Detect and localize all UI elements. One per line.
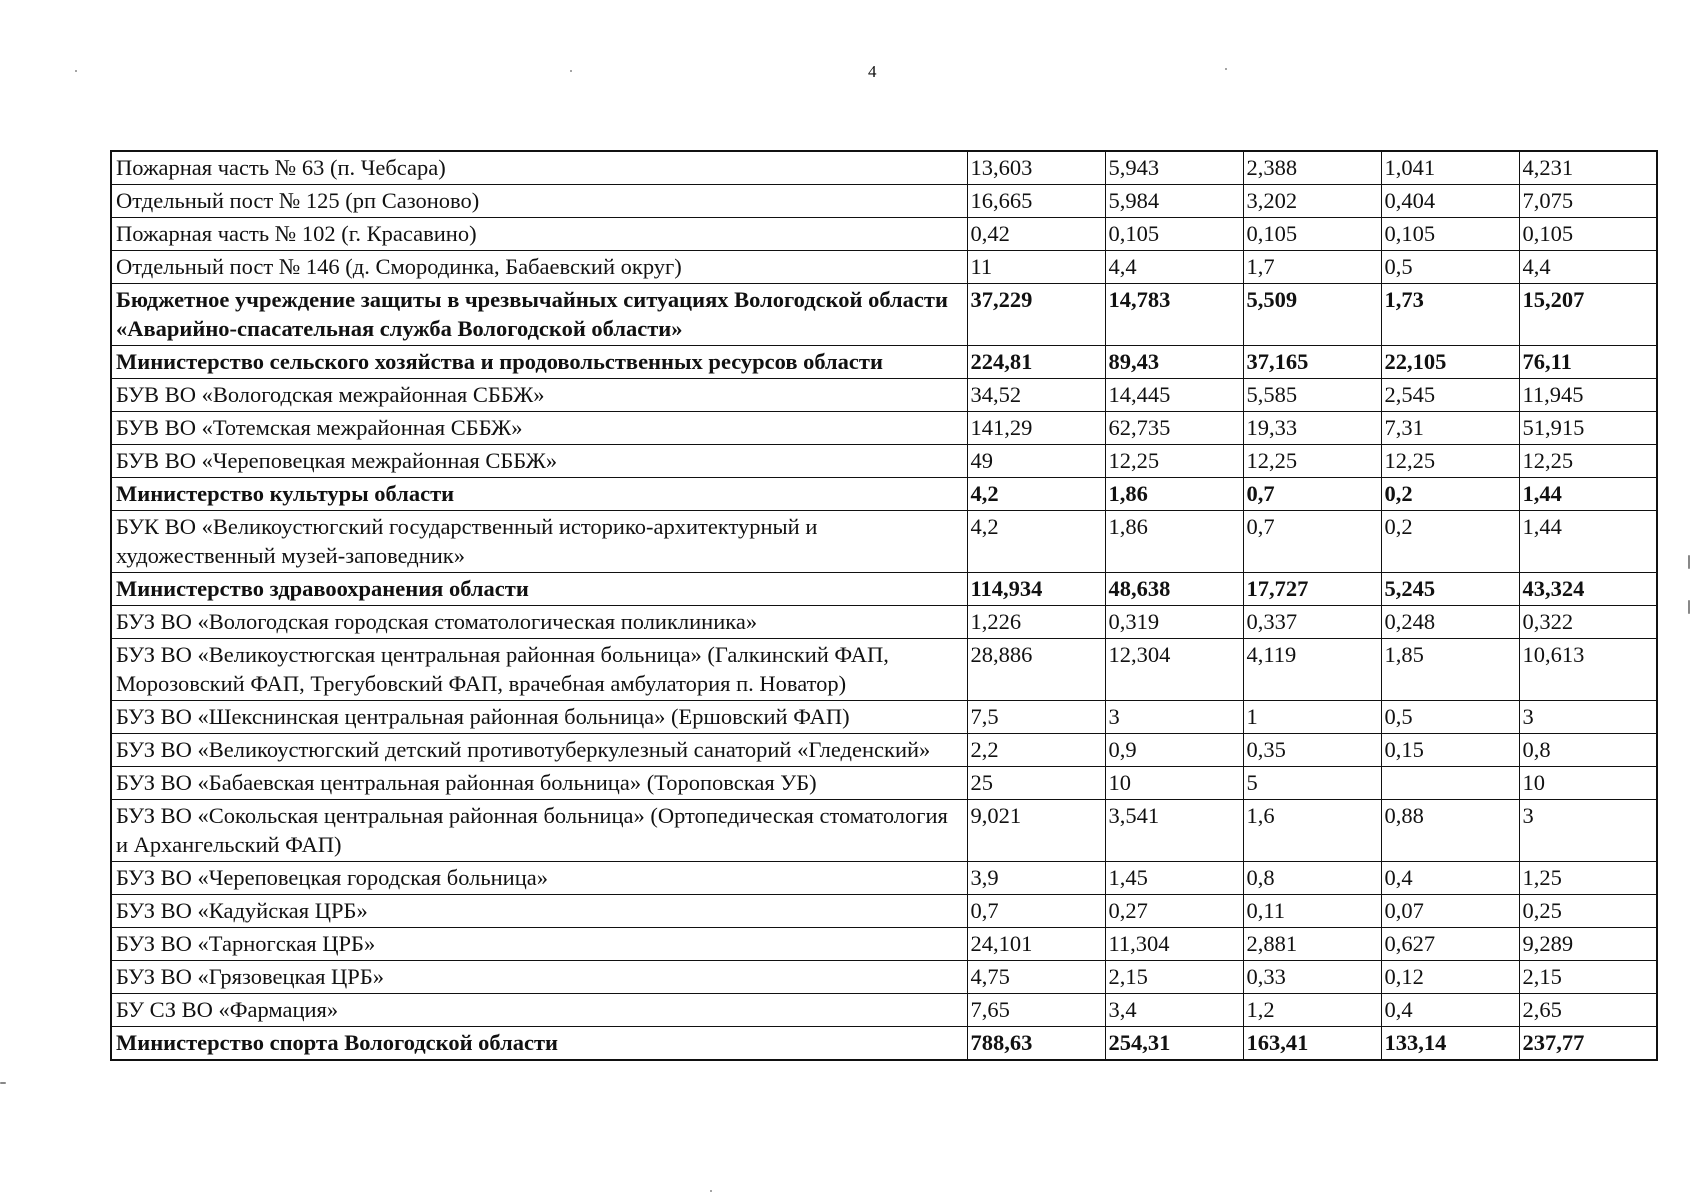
value-cell: 24,101: [967, 928, 1105, 961]
value-cell: 0,337: [1243, 606, 1381, 639]
value-cell: 0,25: [1519, 895, 1657, 928]
value-cell: 3: [1519, 800, 1657, 862]
value-cell: 22,105: [1381, 346, 1519, 379]
row-name-cell: БУЗ ВО «Великоустюгская центральная районная больница» (Галкинский ФАП, Морозовский ФАП, Трегубовский ФАП, врачебная амбулатория п. Новатор): [111, 639, 967, 701]
row-name-cell: Отдельный пост № 125 (рп Сазоново): [111, 185, 967, 218]
table-row: [111, 928, 1657, 961]
value-cell: 1,85: [1381, 639, 1519, 701]
value-cell: 7,075: [1519, 185, 1657, 218]
value-cell: 11,304: [1105, 928, 1243, 961]
value-cell: 17,727: [1243, 573, 1381, 606]
value-cell: 0,7: [1243, 478, 1381, 511]
value-cell: 0,105: [1105, 218, 1243, 251]
value-cell: 7,5: [967, 701, 1105, 734]
page-number: 4: [868, 62, 877, 81]
value-cell: 12,25: [1519, 445, 1657, 478]
value-cell: 0,7: [967, 895, 1105, 928]
value-cell: 4,2: [967, 478, 1105, 511]
table-row: [111, 862, 1657, 895]
value-cell: 0,4: [1381, 862, 1519, 895]
value-cell: [1381, 767, 1519, 800]
table-row: [111, 445, 1657, 478]
data-table-container: [110, 150, 1658, 1061]
value-cell: 2,65: [1519, 994, 1657, 1027]
row-name-cell: БУВ ВО «Тотемская межрайонная СББЖ»: [111, 412, 967, 445]
table-row: [111, 478, 1657, 511]
value-cell: 76,11: [1519, 346, 1657, 379]
row-name-cell: БУЗ ВО «Великоустюгский детский противотуберкулезный санаторий «Гледенский»: [111, 734, 967, 767]
value-cell: 43,324: [1519, 573, 1657, 606]
value-cell: 0,105: [1243, 218, 1381, 251]
value-cell: 14,445: [1105, 379, 1243, 412]
value-cell: 0,2: [1381, 511, 1519, 573]
value-cell: 163,41: [1243, 1027, 1381, 1061]
value-cell: 37,165: [1243, 346, 1381, 379]
scan-speck: [570, 70, 572, 72]
value-cell: 2,15: [1105, 961, 1243, 994]
row-name-cell: БУВ ВО «Череповецкая межрайонная СББЖ»: [111, 445, 967, 478]
value-cell: 0,11: [1243, 895, 1381, 928]
value-cell: 15,207: [1519, 284, 1657, 346]
value-cell: 12,304: [1105, 639, 1243, 701]
value-cell: 7,31: [1381, 412, 1519, 445]
value-cell: 0,404: [1381, 185, 1519, 218]
value-cell: 0,15: [1381, 734, 1519, 767]
table-row: [111, 994, 1657, 1027]
row-name-cell: Министерство сельского хозяйства и продовольственных ресурсов области: [111, 346, 967, 379]
table-row: [111, 895, 1657, 928]
scan-speck: [710, 1190, 712, 1192]
value-cell: 1,226: [967, 606, 1105, 639]
scan-speck: [1225, 68, 1227, 70]
table-row: [111, 511, 1657, 573]
value-cell: 11,945: [1519, 379, 1657, 412]
value-cell: 2,881: [1243, 928, 1381, 961]
value-cell: 237,77: [1519, 1027, 1657, 1061]
value-cell: 5,509: [1243, 284, 1381, 346]
row-name-cell: БУЗ ВО «Кадуйская ЦРБ»: [111, 895, 967, 928]
value-cell: 0,248: [1381, 606, 1519, 639]
value-cell: 2,388: [1243, 151, 1381, 185]
value-cell: 0,88: [1381, 800, 1519, 862]
value-cell: 49: [967, 445, 1105, 478]
row-name-cell: Пожарная часть № 63 (п. Чебсара): [111, 151, 967, 185]
value-cell: 133,14: [1381, 1027, 1519, 1061]
row-name-cell: БУЗ ВО «Вологодская городская стоматологическая поликлиника»: [111, 606, 967, 639]
value-cell: 1,44: [1519, 511, 1657, 573]
value-cell: 9,289: [1519, 928, 1657, 961]
table-row: [111, 734, 1657, 767]
row-name-cell: Бюджетное учреждение защиты в чрезвычайных ситуациях Вологодской области «Аварийно-спасательная служба Вологодской области»: [111, 284, 967, 346]
value-cell: 1,44: [1519, 478, 1657, 511]
scan-speck: [1688, 600, 1690, 614]
row-name-cell: БУЗ ВО «Тарногская ЦРБ»: [111, 928, 967, 961]
row-name-cell: Отдельный пост № 146 (д. Смородинка, Бабаевский округ): [111, 251, 967, 284]
table-row: [111, 218, 1657, 251]
value-cell: 12,25: [1243, 445, 1381, 478]
value-cell: 89,43: [1105, 346, 1243, 379]
scan-speck: [0, 1082, 6, 1084]
value-cell: 12,25: [1381, 445, 1519, 478]
table-row: [111, 185, 1657, 218]
value-cell: 37,229: [967, 284, 1105, 346]
value-cell: 0,12: [1381, 961, 1519, 994]
row-name-cell: БУК ВО «Великоустюгский государственный историко-архитектурный и художественный музей-заповедник»: [111, 511, 967, 573]
value-cell: 0,4: [1381, 994, 1519, 1027]
value-cell: 34,52: [967, 379, 1105, 412]
value-cell: 48,638: [1105, 573, 1243, 606]
value-cell: 0,322: [1519, 606, 1657, 639]
value-cell: 254,31: [1105, 1027, 1243, 1061]
value-cell: 51,915: [1519, 412, 1657, 445]
value-cell: 12,25: [1105, 445, 1243, 478]
table-row: [111, 767, 1657, 800]
value-cell: 5,245: [1381, 573, 1519, 606]
value-cell: 0,27: [1105, 895, 1243, 928]
table-body: [111, 151, 1657, 1060]
value-cell: 5,984: [1105, 185, 1243, 218]
value-cell: 2,15: [1519, 961, 1657, 994]
value-cell: 5,943: [1105, 151, 1243, 185]
value-cell: 1,73: [1381, 284, 1519, 346]
value-cell: 3,541: [1105, 800, 1243, 862]
value-cell: 0,35: [1243, 734, 1381, 767]
value-cell: 1,6: [1243, 800, 1381, 862]
value-cell: 0,5: [1381, 251, 1519, 284]
value-cell: 4,231: [1519, 151, 1657, 185]
row-name-cell: Министерство культуры области: [111, 478, 967, 511]
row-name-cell: Министерство спорта Вологодской области: [111, 1027, 967, 1061]
value-cell: 0,42: [967, 218, 1105, 251]
row-name-cell: БУ СЗ ВО «Фармация»: [111, 994, 967, 1027]
value-cell: 4,4: [1105, 251, 1243, 284]
value-cell: 0,7: [1243, 511, 1381, 573]
table-row: [111, 573, 1657, 606]
row-name-cell: БУЗ ВО «Бабаевская центральная районная больница» (Тороповская УБ): [111, 767, 967, 800]
value-cell: 4,75: [967, 961, 1105, 994]
value-cell: 19,33: [1243, 412, 1381, 445]
table-row: [111, 961, 1657, 994]
table-row: [111, 151, 1657, 185]
value-cell: 1,45: [1105, 862, 1243, 895]
row-name-cell: Министерство здравоохранения области: [111, 573, 967, 606]
value-cell: 11: [967, 251, 1105, 284]
table-row: [111, 701, 1657, 734]
value-cell: 0,2: [1381, 478, 1519, 511]
row-name-cell: БУЗ ВО «Череповецкая городская больница»: [111, 862, 967, 895]
value-cell: 28,886: [967, 639, 1105, 701]
value-cell: 10: [1519, 767, 1657, 800]
value-cell: 1,86: [1105, 478, 1243, 511]
value-cell: 2,545: [1381, 379, 1519, 412]
value-cell: 114,934: [967, 573, 1105, 606]
value-cell: 0,105: [1519, 218, 1657, 251]
value-cell: 1: [1243, 701, 1381, 734]
value-cell: 5,585: [1243, 379, 1381, 412]
table-row: [111, 412, 1657, 445]
row-name-cell: БУВ ВО «Вологодская межрайонная СББЖ»: [111, 379, 967, 412]
row-name-cell: БУЗ ВО «Грязовецкая ЦРБ»: [111, 961, 967, 994]
value-cell: 3: [1105, 701, 1243, 734]
value-cell: 5: [1243, 767, 1381, 800]
table-row: [111, 284, 1657, 346]
table-row: [111, 606, 1657, 639]
data-table: [110, 150, 1658, 1061]
value-cell: 0,33: [1243, 961, 1381, 994]
value-cell: 2,2: [967, 734, 1105, 767]
value-cell: 13,603: [967, 151, 1105, 185]
value-cell: 7,65: [967, 994, 1105, 1027]
value-cell: 224,81: [967, 346, 1105, 379]
row-name-cell: Пожарная часть № 102 (г. Красавино): [111, 218, 967, 251]
value-cell: 0,105: [1381, 218, 1519, 251]
value-cell: 3,9: [967, 862, 1105, 895]
value-cell: 16,665: [967, 185, 1105, 218]
value-cell: 1,7: [1243, 251, 1381, 284]
row-name-cell: БУЗ ВО «Шекснинская центральная районная больница» (Ершовский ФАП): [111, 701, 967, 734]
scan-speck: [1688, 555, 1690, 569]
table-row: [111, 346, 1657, 379]
value-cell: 3: [1519, 701, 1657, 734]
value-cell: 0,07: [1381, 895, 1519, 928]
value-cell: 4,4: [1519, 251, 1657, 284]
value-cell: 1,86: [1105, 511, 1243, 573]
value-cell: 0,9: [1105, 734, 1243, 767]
scan-speck: [75, 70, 77, 72]
table-row: [111, 800, 1657, 862]
table-row: [111, 639, 1657, 701]
value-cell: 62,735: [1105, 412, 1243, 445]
value-cell: 4,2: [967, 511, 1105, 573]
value-cell: 1,25: [1519, 862, 1657, 895]
value-cell: 0,8: [1519, 734, 1657, 767]
value-cell: 3,202: [1243, 185, 1381, 218]
value-cell: 141,29: [967, 412, 1105, 445]
value-cell: 1,2: [1243, 994, 1381, 1027]
table-row: [111, 251, 1657, 284]
value-cell: 788,63: [967, 1027, 1105, 1061]
table-row: [111, 1027, 1657, 1061]
value-cell: 9,021: [967, 800, 1105, 862]
value-cell: 10: [1105, 767, 1243, 800]
value-cell: 0,627: [1381, 928, 1519, 961]
value-cell: 0,5: [1381, 701, 1519, 734]
value-cell: 25: [967, 767, 1105, 800]
value-cell: 0,8: [1243, 862, 1381, 895]
value-cell: 3,4: [1105, 994, 1243, 1027]
value-cell: 10,613: [1519, 639, 1657, 701]
value-cell: 1,041: [1381, 151, 1519, 185]
value-cell: 0,319: [1105, 606, 1243, 639]
value-cell: 4,119: [1243, 639, 1381, 701]
value-cell: 14,783: [1105, 284, 1243, 346]
table-row: [111, 379, 1657, 412]
row-name-cell: БУЗ ВО «Сокольская центральная районная больница» (Ортопедическая стоматология и Архангельский ФАП): [111, 800, 967, 862]
